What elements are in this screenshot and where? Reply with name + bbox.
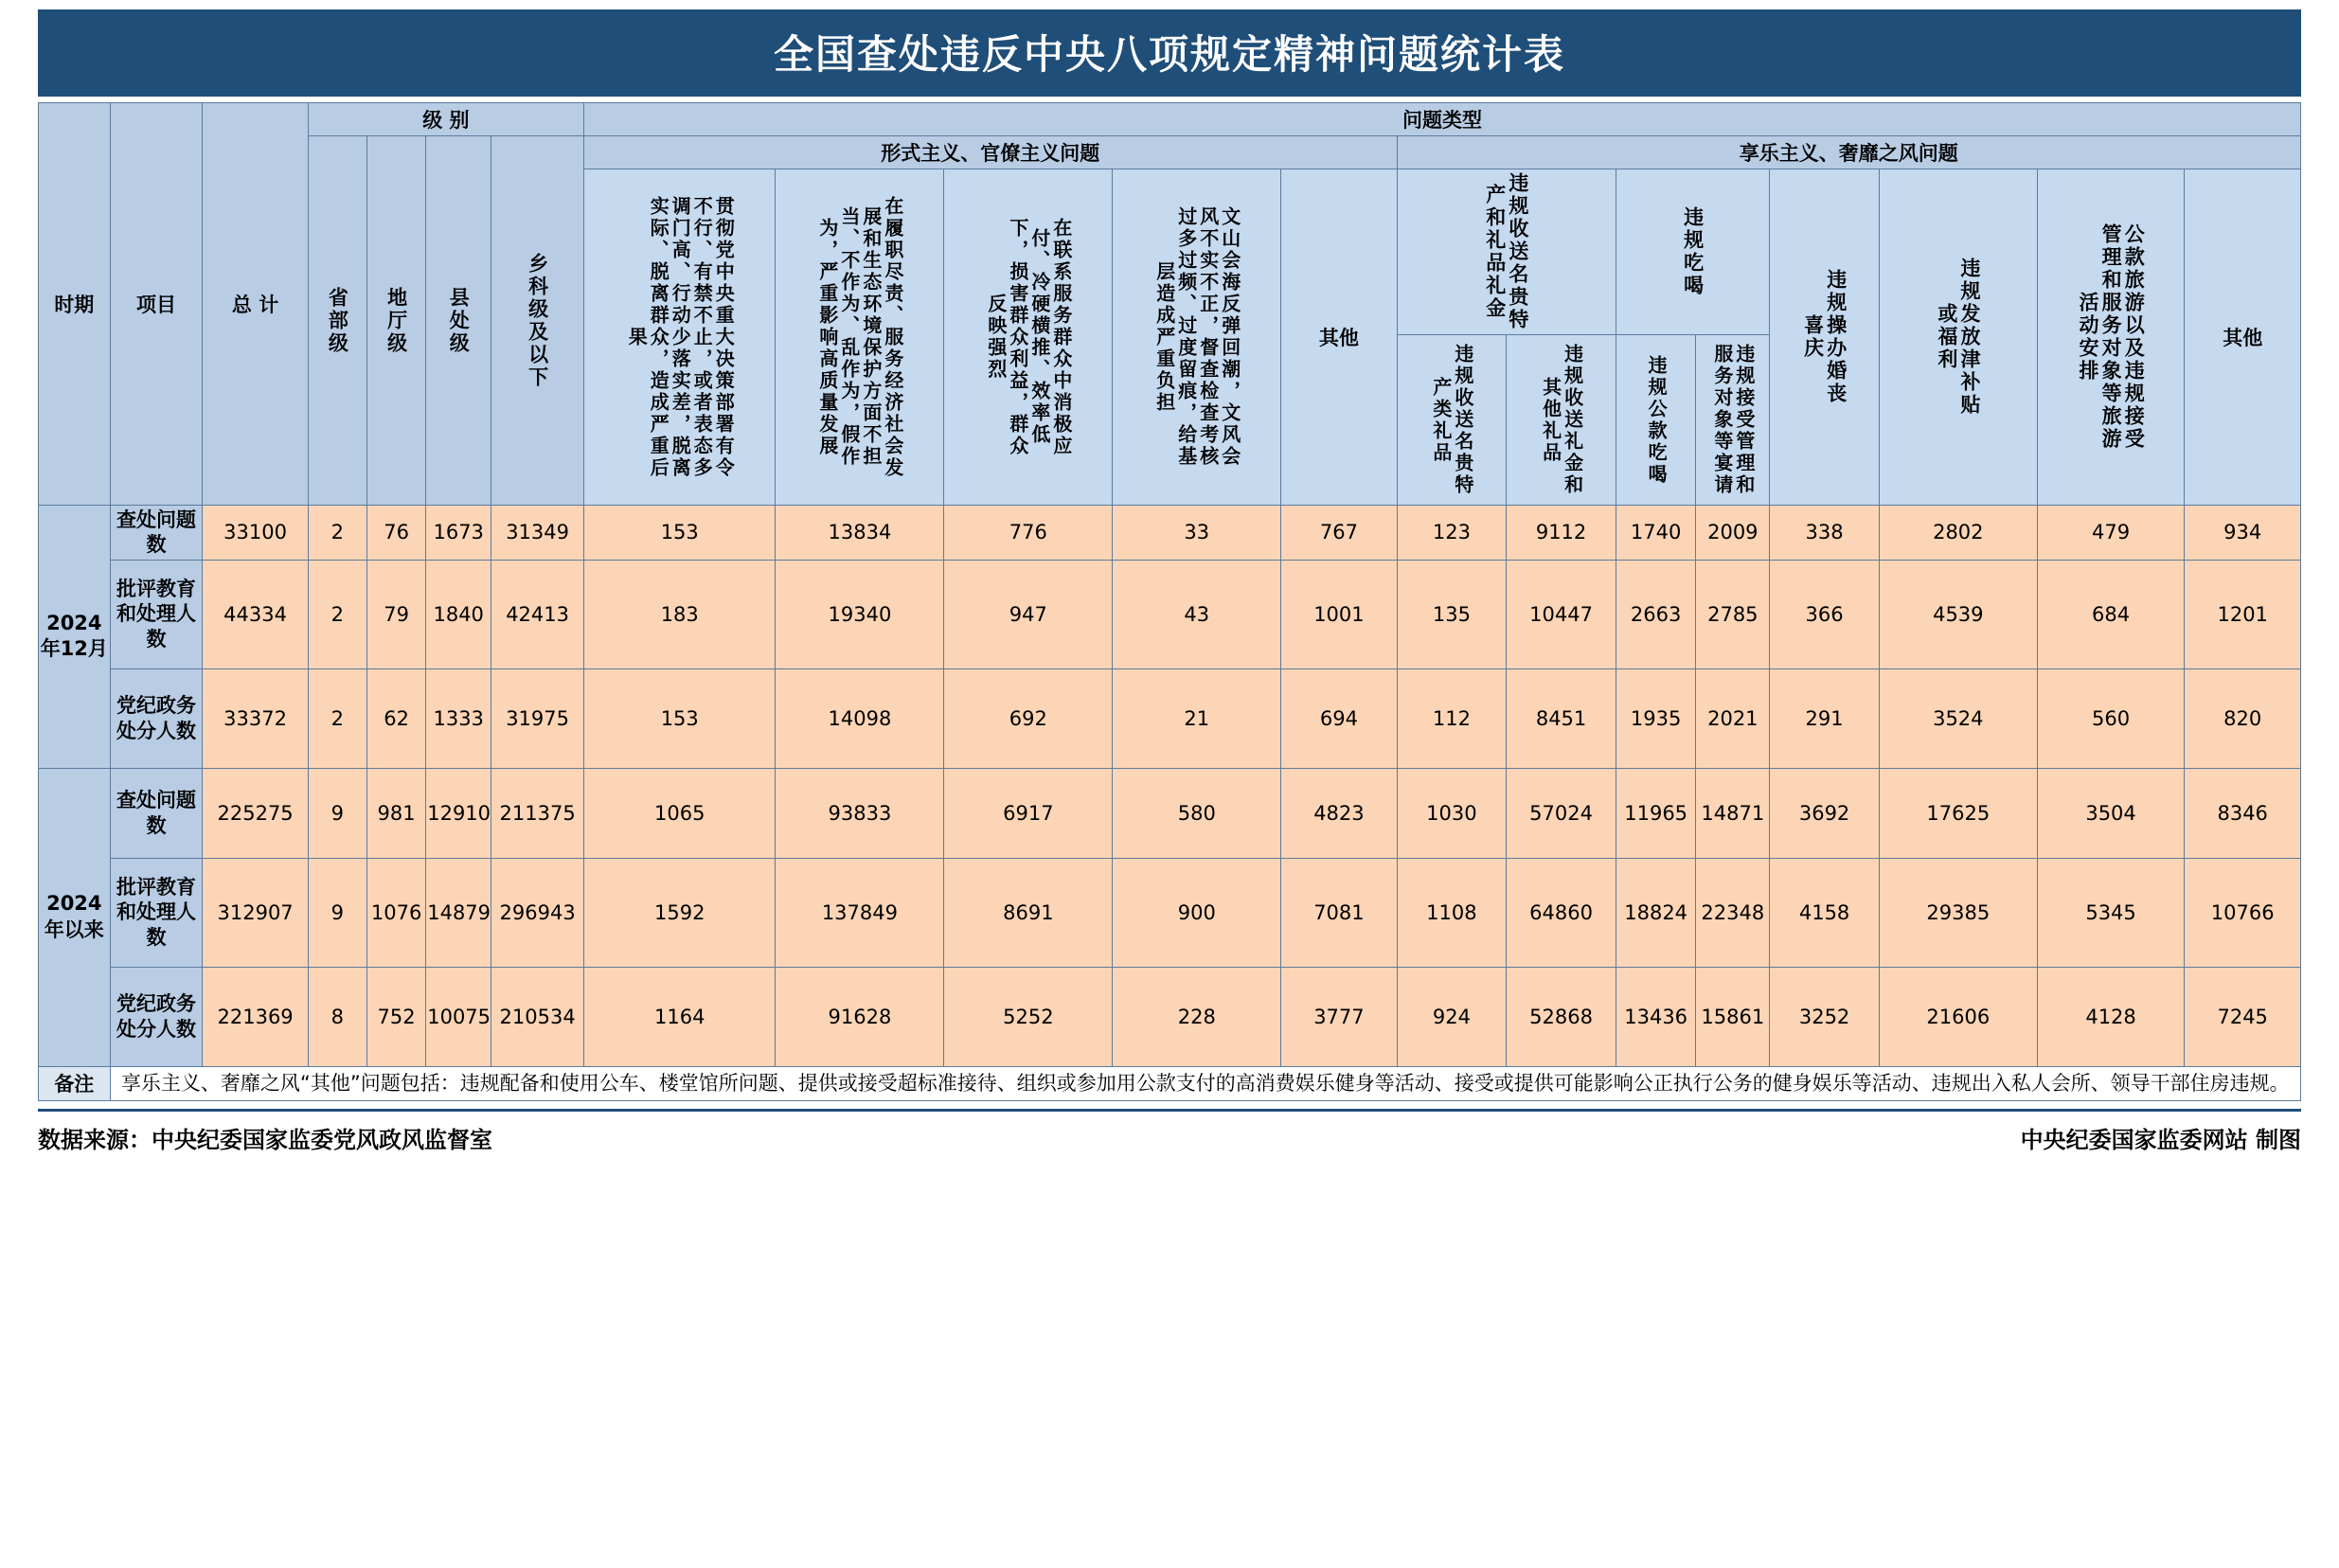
row-label: 查处问题数	[110, 768, 203, 858]
cell-value: 12910	[426, 768, 491, 858]
header-hedonism-7: 其他	[2185, 169, 2301, 506]
header-level-label: 乡科级及以下	[526, 252, 549, 389]
header-group-hedonism: 享乐主义、奢靡之风问题	[1397, 136, 2300, 169]
cell-value: 14871	[1696, 768, 1770, 858]
cell-value: 7081	[1281, 858, 1397, 967]
cell-value: 8346	[2185, 768, 2301, 858]
cell-value: 112	[1397, 668, 1507, 768]
cell-value: 947	[944, 560, 1113, 668]
header-formalism-0: 贯彻党中央重大决策部署有令不行、有禁不止，或者表态多调门高、行动少落实差，脱离实际、脱离群众，造成严重后果	[584, 169, 776, 506]
header-level-label: 县处级	[447, 286, 471, 355]
cell-value: 15861	[1696, 967, 1770, 1066]
cell-value: 3524	[1879, 668, 2037, 768]
cell-value: 1935	[1616, 668, 1696, 768]
cell-value: 1201	[2185, 560, 2301, 668]
cell-value: 135	[1397, 560, 1507, 668]
cell-value: 210534	[491, 967, 584, 1066]
cell-value: 1001	[1281, 560, 1397, 668]
cell-value: 296943	[491, 858, 584, 967]
page-title: 全国查处违反中央八项规定精神问题统计表	[38, 9, 2301, 97]
table-row	[39, 768, 2301, 858]
cell-value: 5252	[944, 967, 1113, 1066]
cell-value: 684	[2037, 560, 2185, 668]
cell-value: 338	[1770, 506, 1880, 561]
cell-value: 43	[1113, 560, 1281, 668]
cell-total: 225275	[203, 768, 308, 858]
cell-value: 2	[308, 506, 366, 561]
cell-value: 2802	[1879, 506, 2037, 561]
cell-value: 900	[1113, 858, 1281, 967]
cell-value: 820	[2185, 668, 2301, 768]
cell-value: 767	[1281, 506, 1397, 561]
header-hedonism-4: 违规操办婚丧喜庆	[1770, 169, 1880, 506]
cell-value: 64860	[1507, 858, 1616, 967]
header-hedonism-merged-1: 违规吃喝	[1616, 169, 1769, 335]
cell-value: 3252	[1770, 967, 1880, 1066]
cell-value: 228	[1113, 967, 1281, 1066]
cell-value: 4158	[1770, 858, 1880, 967]
cell-value: 692	[944, 668, 1113, 768]
cell-value: 137849	[776, 858, 944, 967]
header-hedonism-2: 违规公款吃喝	[1616, 335, 1696, 506]
cell-value: 694	[1281, 668, 1397, 768]
header-hedonism-3: 违规接受管理和服务对象等宴请	[1696, 335, 1770, 506]
note-text: 享乐主义、奢靡之风“其他”问题包括：违规配备和使用公车、楼堂馆所问题、提供或接受超标准接待、组织或参加用公款支付的高消费娱乐健身等活动、接受或提供可能影响公正执行公务的健身娱乐等活动、违规出入私人会所、领导干部住房违规。	[110, 1066, 2300, 1101]
cell-value: 479	[2037, 506, 2185, 561]
cell-value: 1164	[584, 967, 776, 1066]
cell-value: 153	[584, 668, 776, 768]
cell-value: 752	[366, 967, 425, 1066]
header-formalism-4: 其他	[1281, 169, 1397, 506]
cell-value: 31975	[491, 668, 584, 768]
note-row	[39, 1066, 2301, 1101]
cell-value: 7245	[2185, 967, 2301, 1066]
cell-total: 33100	[203, 506, 308, 561]
cell-value: 31349	[491, 506, 584, 561]
cell-value: 1076	[366, 858, 425, 967]
cell-value: 21606	[1879, 967, 2037, 1066]
cell-value: 29385	[1879, 858, 2037, 967]
header-hedonism-1: 违规收送礼金和其他礼品	[1507, 335, 1616, 506]
cell-value: 1333	[426, 668, 491, 768]
cell-total: 44334	[203, 560, 308, 668]
header-group-formalism: 形式主义、官僚主义问题	[584, 136, 1398, 169]
cell-value: 1840	[426, 560, 491, 668]
cell-value: 9	[308, 858, 366, 967]
row-period: 2024年12月	[39, 506, 111, 769]
cell-value: 4128	[2037, 967, 2185, 1066]
cell-value: 4823	[1281, 768, 1397, 858]
cell-value: 1108	[1397, 858, 1507, 967]
cell-value: 17625	[1879, 768, 2037, 858]
cell-value: 8691	[944, 858, 1113, 967]
row-label: 查处问题数	[110, 506, 203, 561]
cell-value: 14879	[426, 858, 491, 967]
cell-value: 13436	[1616, 967, 1696, 1066]
cell-total: 221369	[203, 967, 308, 1066]
cell-value: 580	[1113, 768, 1281, 858]
footer	[38, 1109, 2301, 1154]
row-label: 批评教育和处理人数	[110, 858, 203, 967]
cell-value: 2009	[1696, 506, 1770, 561]
table-row	[39, 560, 2301, 668]
cell-value: 2	[308, 560, 366, 668]
header-hedonism-0: 违规收送名贵特产类礼品	[1397, 335, 1507, 506]
cell-value: 21	[1113, 668, 1281, 768]
note-label: 备注	[39, 1066, 111, 1101]
cell-value: 93833	[776, 768, 944, 858]
cell-value: 11965	[1616, 768, 1696, 858]
cell-value: 981	[366, 768, 425, 858]
chart-credit: 中央纪委国家监委网站 制图	[2020, 1127, 2301, 1153]
cell-value: 123	[1397, 506, 1507, 561]
cell-value: 14098	[776, 668, 944, 768]
header-hedonism-merged-0: 违规收送名贵特产和礼品礼金	[1397, 169, 1616, 335]
cell-value: 76	[366, 506, 425, 561]
header-problem-type: 问题类型	[584, 103, 2301, 136]
header-total: 总 计	[203, 103, 308, 506]
cell-total: 33372	[203, 668, 308, 768]
cell-total: 312907	[203, 858, 308, 967]
cell-value: 10075	[426, 967, 491, 1066]
header-formalism-2: 在联系服务群众中消极应付、冷硬横推、效率低下，损害群众利益，群众反映强烈	[944, 169, 1113, 506]
header-formalism-1: 在履职尽责、服务经济社会发展和生态环境保护方面不担当、不作为、乱作为，假作为，严重影响高质量发展	[776, 169, 944, 506]
cell-value: 560	[2037, 668, 2185, 768]
row-label: 批评教育和处理人数	[110, 560, 203, 668]
cell-value: 1030	[1397, 768, 1507, 858]
cell-value: 33	[1113, 506, 1281, 561]
cell-value: 183	[584, 560, 776, 668]
cell-value: 9112	[1507, 506, 1616, 561]
row-label: 党纪政务处分人数	[110, 967, 203, 1066]
cell-value: 3504	[2037, 768, 2185, 858]
header-level-label: 地厅级	[384, 286, 408, 355]
cell-value: 10766	[2185, 858, 2301, 967]
header-level-0	[308, 136, 366, 506]
table-row	[39, 858, 2301, 967]
cell-value: 42413	[491, 560, 584, 668]
cell-value: 3777	[1281, 967, 1397, 1066]
statistics-table	[38, 102, 2301, 1101]
cell-value: 9	[308, 768, 366, 858]
table-row	[39, 668, 2301, 768]
data-source: 数据来源：中央纪委国家监委党风政风监督室	[38, 1127, 492, 1153]
cell-value: 1592	[584, 858, 776, 967]
header-period: 时期	[39, 103, 111, 506]
cell-value: 291	[1770, 668, 1880, 768]
cell-value: 1065	[584, 768, 776, 858]
header-level-2	[426, 136, 491, 506]
cell-value: 1673	[426, 506, 491, 561]
cell-value: 6917	[944, 768, 1113, 858]
header-level-1	[366, 136, 425, 506]
cell-value: 1740	[1616, 506, 1696, 561]
cell-value: 10447	[1507, 560, 1616, 668]
cell-value: 13834	[776, 506, 944, 561]
header-formalism-3: 文山会海反弹回潮，文风会风不实不正，督查检查考核过多过频、过度留痕，给基层造成严重负担	[1113, 169, 1281, 506]
table-row	[39, 506, 2301, 561]
row-label: 党纪政务处分人数	[110, 668, 203, 768]
cell-value: 8	[308, 967, 366, 1066]
cell-value: 211375	[491, 768, 584, 858]
header-level-3	[491, 136, 584, 506]
cell-value: 19340	[776, 560, 944, 668]
cell-value: 57024	[1507, 768, 1616, 858]
row-period: 2024年以来	[39, 768, 111, 1066]
table-row	[39, 967, 2301, 1066]
cell-value: 8451	[1507, 668, 1616, 768]
cell-value: 2021	[1696, 668, 1770, 768]
header-level-label: 省部级	[326, 286, 349, 355]
cell-value: 2785	[1696, 560, 1770, 668]
cell-value: 153	[584, 506, 776, 561]
cell-value: 62	[366, 668, 425, 768]
cell-value: 4539	[1879, 560, 2037, 668]
cell-value: 2663	[1616, 560, 1696, 668]
header-level-group: 级 别	[308, 103, 583, 136]
cell-value: 934	[2185, 506, 2301, 561]
cell-value: 3692	[1770, 768, 1880, 858]
header-hedonism-5: 违规发放津补贴或福利	[1879, 169, 2037, 506]
cell-value: 52868	[1507, 967, 1616, 1066]
cell-value: 18824	[1616, 858, 1696, 967]
cell-value: 5345	[2037, 858, 2185, 967]
header-hedonism-6: 公款旅游以及违规接受管理和服务对象等旅游活动安排	[2037, 169, 2185, 506]
cell-value: 776	[944, 506, 1113, 561]
cell-value: 924	[1397, 967, 1507, 1066]
cell-value: 79	[366, 560, 425, 668]
cell-value: 2	[308, 668, 366, 768]
cell-value: 366	[1770, 560, 1880, 668]
cell-value: 22348	[1696, 858, 1770, 967]
header-item: 项目	[110, 103, 203, 506]
statistics-page	[0, 9, 2339, 1568]
cell-value: 91628	[776, 967, 944, 1066]
